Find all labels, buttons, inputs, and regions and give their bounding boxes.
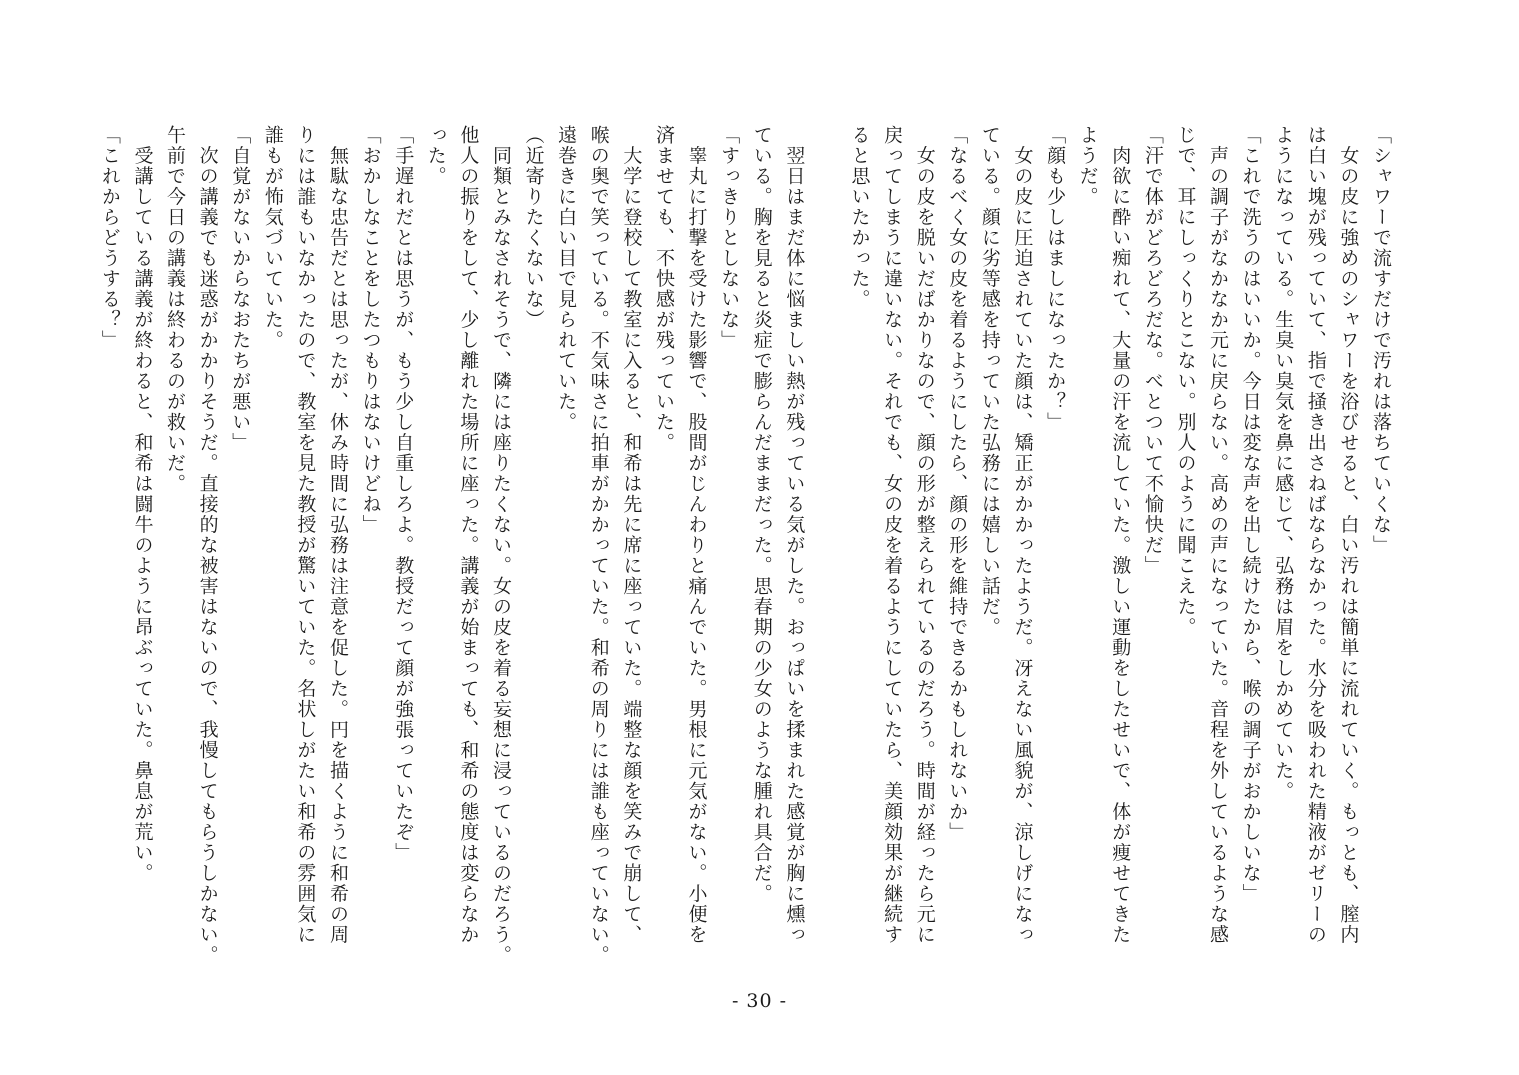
text-line: 午前で今日の講義は終わるのが救いだ。 — [164, 125, 187, 494]
text-line: 「これからどうする？」 — [98, 125, 121, 351]
blank-line — [810, 125, 843, 970]
text-line: 翌日はまだ体に悩ましい熱が残っている気がした。おっぱいを揉まれた感覚が胸に燻っ — [783, 125, 806, 945]
text-line: 済ませても、不快感が残っていた。 — [652, 125, 675, 453]
text-line: 喉の奥で笑っている。不気味さに拍車がかかっていた。和希の周りには誰も座っていない。 — [587, 125, 610, 966]
text-line: りには誰もいなかったので、教室を見た教授が驚いていた。名状しがたい和希の雰囲気に — [294, 125, 317, 945]
text-line: 「すっきりとしないな」 — [718, 125, 741, 351]
text-line: 女の皮に強めのシャワーを浴びせると、白い汚れは簡単に流れていく。もっとも、膣内 — [1337, 125, 1360, 945]
text-line: は白い塊が残っていて、指で掻き出さねばならなかった。水分を吸われた精液がゼリーの — [1304, 125, 1327, 945]
text-line: 次の講義でも迷惑がかかりそうだ。直接的な被害はないので、我慢してもらうしかない。 — [196, 125, 219, 966]
text-line: 大学に登校して教室に入ると、和希は先に席に座っていた。端整な顔を笑みで崩して、 — [620, 125, 643, 945]
text-line: 誰もが怖気づいていた。 — [261, 125, 284, 351]
text-line: （近寄りたくないな） — [522, 125, 545, 330]
text-line: 同類とみなされそうで、隣には座りたくない。女の皮を着る妄想に浸っているのだろう。 — [489, 125, 512, 966]
text-line: ようだ。 — [1076, 125, 1099, 207]
text-line: 戻ってしまうに違いない。それでも、女の皮を着るようにしていたら、美顔効果が継続す — [881, 125, 904, 945]
text-line: 声の調子がなかなか元に戻らない。高めの声になっていた。音程を外しているような感 — [1207, 125, 1230, 945]
text-line: 睾丸に打撃を受けた影響で、股間がじんわりと痛んでいた。男根に元気がない。小便を — [685, 125, 708, 945]
text-line: 「これで洗うのはいいか。今日は変な声を出し続けたから、喉の調子がおかしいな」 — [1239, 125, 1262, 904]
text-line: 女の皮に圧迫されていた顔は、矯正がかかったようだ。冴えない風貌が、涼しげになっ — [1011, 125, 1034, 945]
vertical-text-body — [93, 125, 1397, 970]
text-line: ようになっている。生臭い臭気を鼻に感じて、弘務は眉をしかめていた。 — [1272, 125, 1295, 802]
text-line: った。 — [424, 125, 447, 187]
text-line: 「自覚がないからなおたちが悪い」 — [229, 125, 252, 453]
text-line: 「手遅れだとは思うが、もう少し自重しろよ。教授だって顔が強張っていたぞ」 — [392, 125, 415, 863]
text-line: 「シャワーで流すだけで汚れは落ちていくな」 — [1370, 125, 1392, 556]
text-line: 「顔も少しはましになったか？」 — [1044, 125, 1067, 433]
text-line: 女の皮を脱いだばかりなので、顔の形が整えられているのだろう。時間が経ったら元に — [913, 125, 936, 945]
text-line: 肉欲に酔い痴れて、大量の汗を流していた。激しい運動をしたせいで、体が痩せてきた — [1109, 125, 1132, 945]
text-line: ている。胸を見ると炎症で膨らんだままだった。思春期の少女のような腫れ具合だ。 — [750, 125, 773, 904]
text-line: 「なるべく女の皮を着るようにしたら、顔の形を維持できるかもしれないか」 — [946, 125, 969, 843]
text-line: ている。顔に劣等感を持っていた弘務には嬉しい話だ。 — [978, 125, 1001, 638]
text-line: 「汗で体がどろどろだな。べとついて不愉快だ」 — [1141, 125, 1164, 576]
page-number: - 30 - — [731, 990, 788, 1012]
text-line: ると思いたかった。 — [848, 125, 871, 310]
text-line: 無駄な忠告だとは思ったが、休み時間に弘務は注意を促した。円を描くように和希の周 — [327, 125, 349, 945]
text-line: 他人の振りをして、少し離れた場所に座った。講義が始まっても、和希の態度は変らなか — [457, 125, 480, 945]
text-line: 受講している講義が終わると、和希は闘牛のように昂ぶっていた。鼻息が荒い。 — [131, 125, 154, 884]
text-line: じで、耳にしっくりとこない。別人のように聞こえた。 — [1174, 125, 1197, 638]
text-line: 遠巻きに白い目で見られていた。 — [555, 125, 578, 433]
text-line: 「おかしなことをしたつもりはないけどね」 — [359, 125, 382, 535]
